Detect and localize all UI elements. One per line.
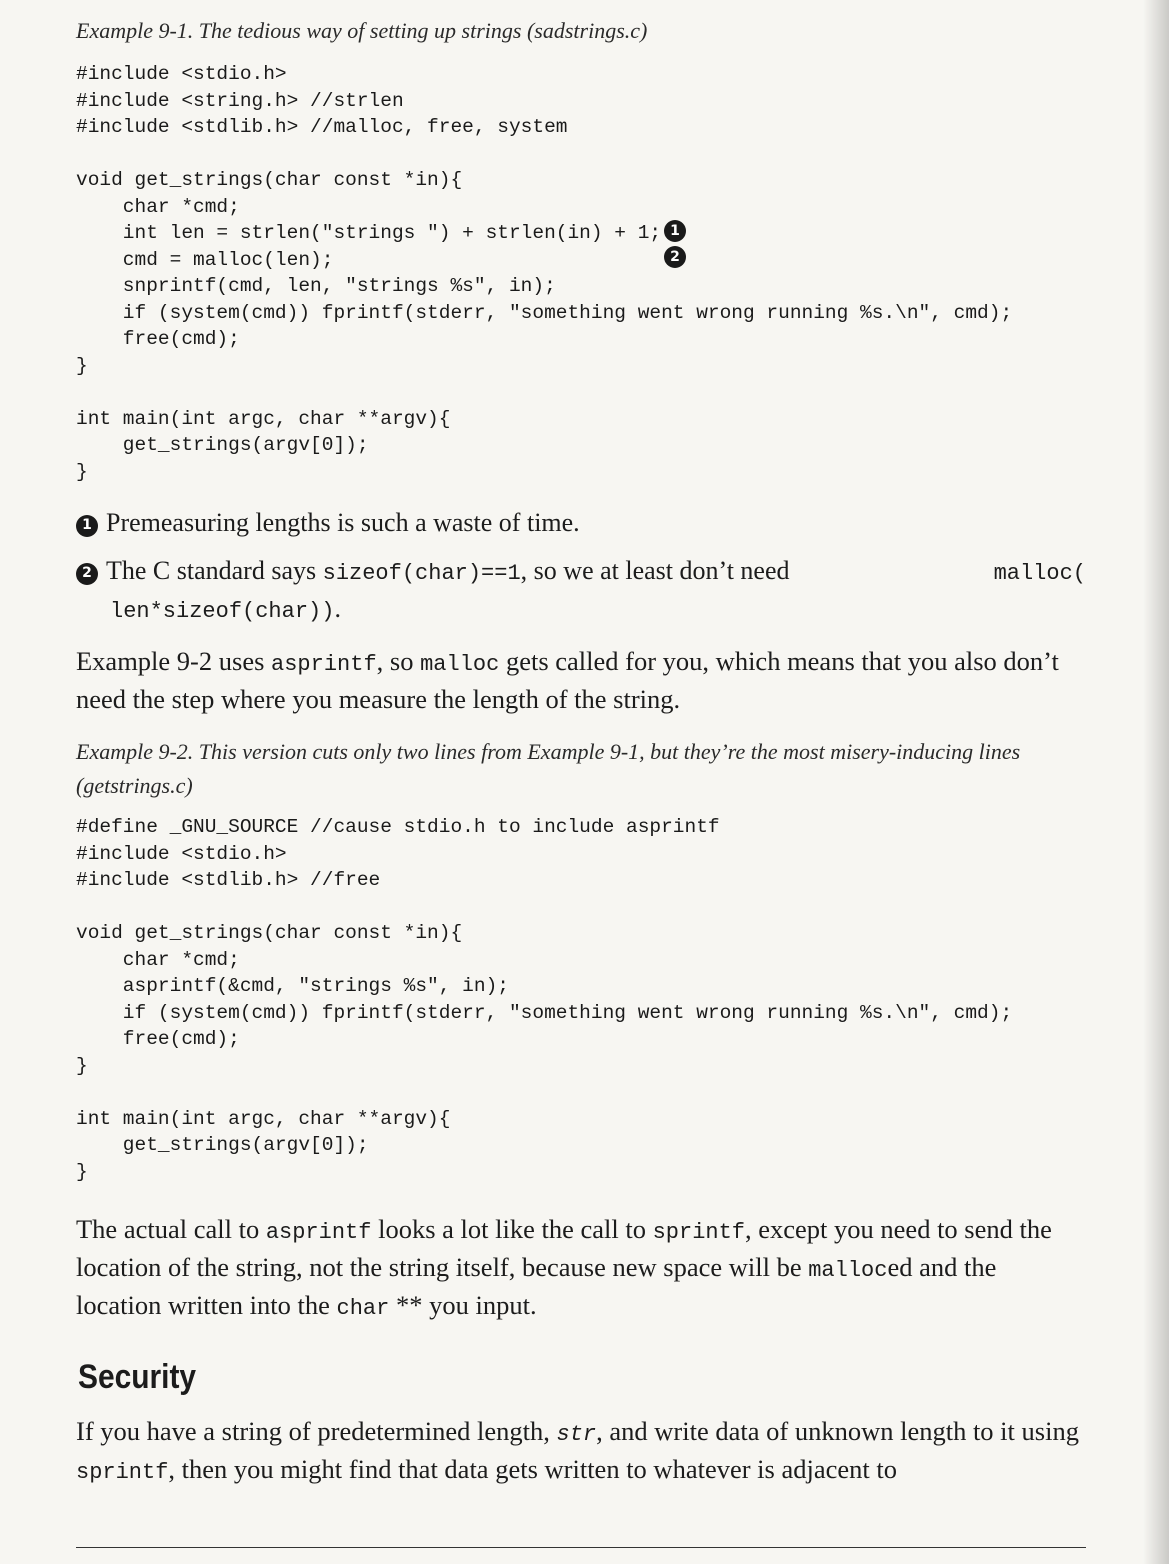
inline-code-char: char: [336, 1296, 390, 1321]
inline-code-asprintf: asprintf: [271, 652, 377, 677]
callout-note-2: [76, 553, 1086, 629]
callout-note-1: [76, 505, 1086, 540]
para-text: gets called for you, which means that you also don’t need the step where you measure the length of the string.: [76, 646, 1059, 714]
section-heading-security: Security: [78, 1358, 197, 1396]
inline-code-sprintf: sprintf: [76, 1460, 169, 1485]
inline-code-asprintf: asprintf: [265, 1220, 372, 1245]
example-9-1-caption: [76, 14, 647, 48]
example-9-2-caption: [76, 735, 1086, 803]
para-text: The actual call to: [76, 1214, 266, 1244]
para-text: If you have a string of predetermined length,: [76, 1416, 557, 1446]
inline-code-sprintf: sprintf: [652, 1220, 746, 1245]
code-callout-1: 1: [664, 220, 686, 242]
example-9-1-code: #include <stdio.h> #include <string.h> //strlen #include <stdlib.h> //malloc, free, system void get_strings(char const *in){ char *cmd; int len = strlen("strings ") + strlen(in) + 1; cmd = malloc(len); snprintf(cmd, len, "strings %s", in); if (system(cmd)) fprintf(stderr, "something went wrong running %s.\n", cmd); free(cmd); } int main(int argc, char **argv){ get_strings(argv[0]); }: [76, 63, 1013, 483]
note-2-mid: , so we at least don’t need: [520, 556, 790, 585]
page-edge-shadow: [1143, 0, 1169, 1564]
paragraph-security: [76, 1414, 1086, 1490]
footer-rule: [76, 1547, 1086, 1548]
inline-code-str: str: [556, 1422, 597, 1447]
note-2-pre: The C standard says: [106, 556, 323, 585]
caption-label: Example 9-2.: [76, 739, 194, 764]
note-marker-2: 2: [76, 563, 98, 585]
note-1-text: Premeasuring lengths is such a waste of time.: [106, 508, 580, 537]
paragraph-asprintf-intro: [76, 644, 1086, 717]
para-text: , so: [376, 646, 421, 676]
caption-label: Example 9-1.: [76, 18, 194, 43]
code-callout-2: 2: [664, 246, 686, 268]
note-2-post: .: [334, 594, 341, 623]
note-marker-1: 1: [76, 515, 98, 537]
para-text: ** you input.: [389, 1290, 537, 1320]
note-2-code-len: len*sizeof(char)): [110, 599, 335, 624]
inline-code-malloc: malloc: [808, 1258, 888, 1283]
note-2-code-sizeof: sizeof(char)==1: [322, 561, 521, 586]
inline-code-malloc: malloc: [420, 652, 500, 677]
note-2-code-malloc: malloc(: [993, 561, 1086, 586]
para-text: , except you need to send the location of the string, not the string itself, because new space will be: [76, 1214, 1052, 1282]
caption-text: This version cuts only two lines from Example 9-1, but they’re the most misery-inducing lines (getstrings.c): [76, 739, 1021, 798]
para-text: Example 9-2 uses: [76, 646, 272, 676]
para-text: looks a lot like the call to: [371, 1214, 653, 1244]
example-9-2-code: #define _GNU_SOURCE //cause stdio.h to include asprintf #include <stdio.h> #include <stdlib.h> //free void get_strings(char const *in){ char *cmd; asprintf(&cmd, "strings %s", in); if (system(cmd)) fprintf(stderr, "something went wrong running %s.\n", cmd); free(cmd); } int main(int argc, char **argv){ get_strings(argv[0]); }: [76, 816, 1013, 1183]
caption-text: The tedious way of setting up strings (sadstrings.c): [198, 18, 648, 43]
para-text: , and write data of unknown length to it using: [596, 1416, 1079, 1446]
para-text: ed and the location written into the: [76, 1252, 997, 1320]
paragraph-asprintf-call: [76, 1212, 1086, 1326]
para-text: , then you might find that data gets written to whatever is adjacent to: [168, 1454, 897, 1484]
